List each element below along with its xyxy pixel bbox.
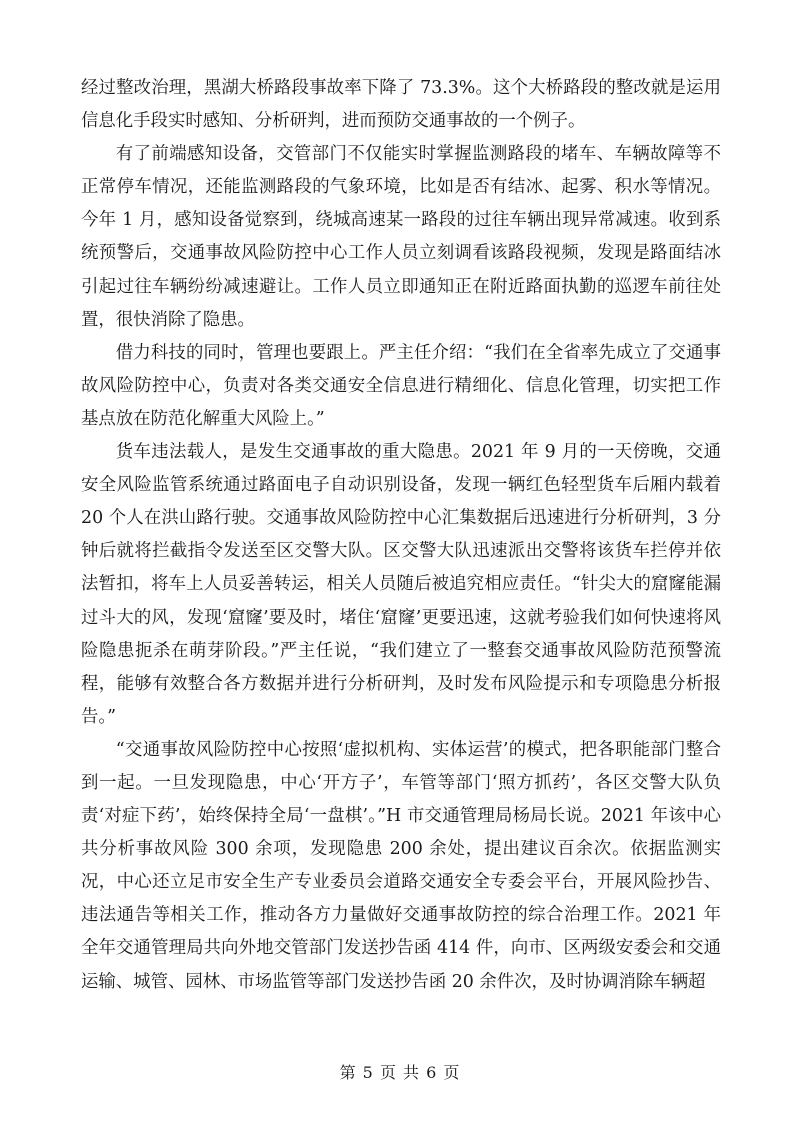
paragraph-5: “交通事故风险防控中心按照‘虚拟机构、实体运营’的模式，把各职能部门整合到一起。一旦发现隐患，中心‘开方子’，车管等部门‘照方抓药’，各区交警大队负责‘对症下药’，始终保持全局‘一盘棋’。”H 市交通管理局杨局长说。2021 年该中心共分析事故风险 300 余项，发现隐患 200 余处，提出建议百余次。依据监测实况，中心还立足市安全生产专业委员会道路交通安全专委会平台，开展风险抄告、违法通告等相关工作，推动各方力量做好交通事故防控的综合治理工作。2021 年全年交通管理局共向外地交管部门发送抄告函 414 件，向市、区两级安委会和交通运输、城管、园林、市场监管等部门发送抄告函 20 余件次，及时协调消除车辆超 <box>81 739 721 992</box>
body-text <box>81 72 721 999</box>
paragraph-1: 经过整改治理，黑湖大桥路段事故率下降了 73.3%。这个大桥路段的整改就是运用信息化手段实时感知、分析研判，进而预防交通事故的一个例子。 <box>81 78 721 132</box>
paragraph-2: 有了前端感知设备，交管部门不仅能实时掌握监测路段的堵车、车辆故障等不正常停车情况，还能监测路段的气象环境，比如是否有结冰、起雾、积水等情况。今年 1 月，感知设备觉察到，绕城高速某一路段的过往车辆出现异常减速。收到系统预警后，交通事故风险防控中心工作人员立刻调看该路段视频，发现是路面结冰引起过往车辆纷纷减速避让。工作人员立即通知正在附近路面执勤的巡逻车前往处置，很快消除了隐患。 <box>81 144 721 330</box>
paragraph-3: 借力科技的同时，管理也要跟上。严主任介绍：“我们在全省率先成立了交通事故风险防控中心，负责对各类交通安全信息进行精细化、信息化管理，切实把工作基点放在防范化解重大风险上。” <box>81 342 721 429</box>
page-footer: 第 5 页 共 6 页 <box>339 1063 461 1082</box>
paragraph-4: 货车违法载人，是发生交通事故的重大隐患。2021 年 9 月的一天傍晚，交通安全风险监管系统通过路面电子自动识别设备，发现一辆红色轻型货车后厢内载着 20 个人在洪山路行驶。交通事故风险防控中心汇集数据后迅速进行分析研判，3 分钟后就将拦截指令发送至区交警大队。区交警大队迅速派出交警将该货车拦停并依法暂扣，将车上人员妥善转运，相关人员随后被追究相应责任。“针尖大的窟窿能漏过斗大的风，发现‘窟窿’要及时，堵住‘窟窿’更要迅速，这就考验我们如何快速将风险隐患扼杀在萌芽阶段。”严主任说，“我们建立了一整套交通事故风险防范预警流程，能够有效整合各方数据并进行分析研判，及时发布风险提示和专项隐患分析报告。” <box>81 442 721 727</box>
